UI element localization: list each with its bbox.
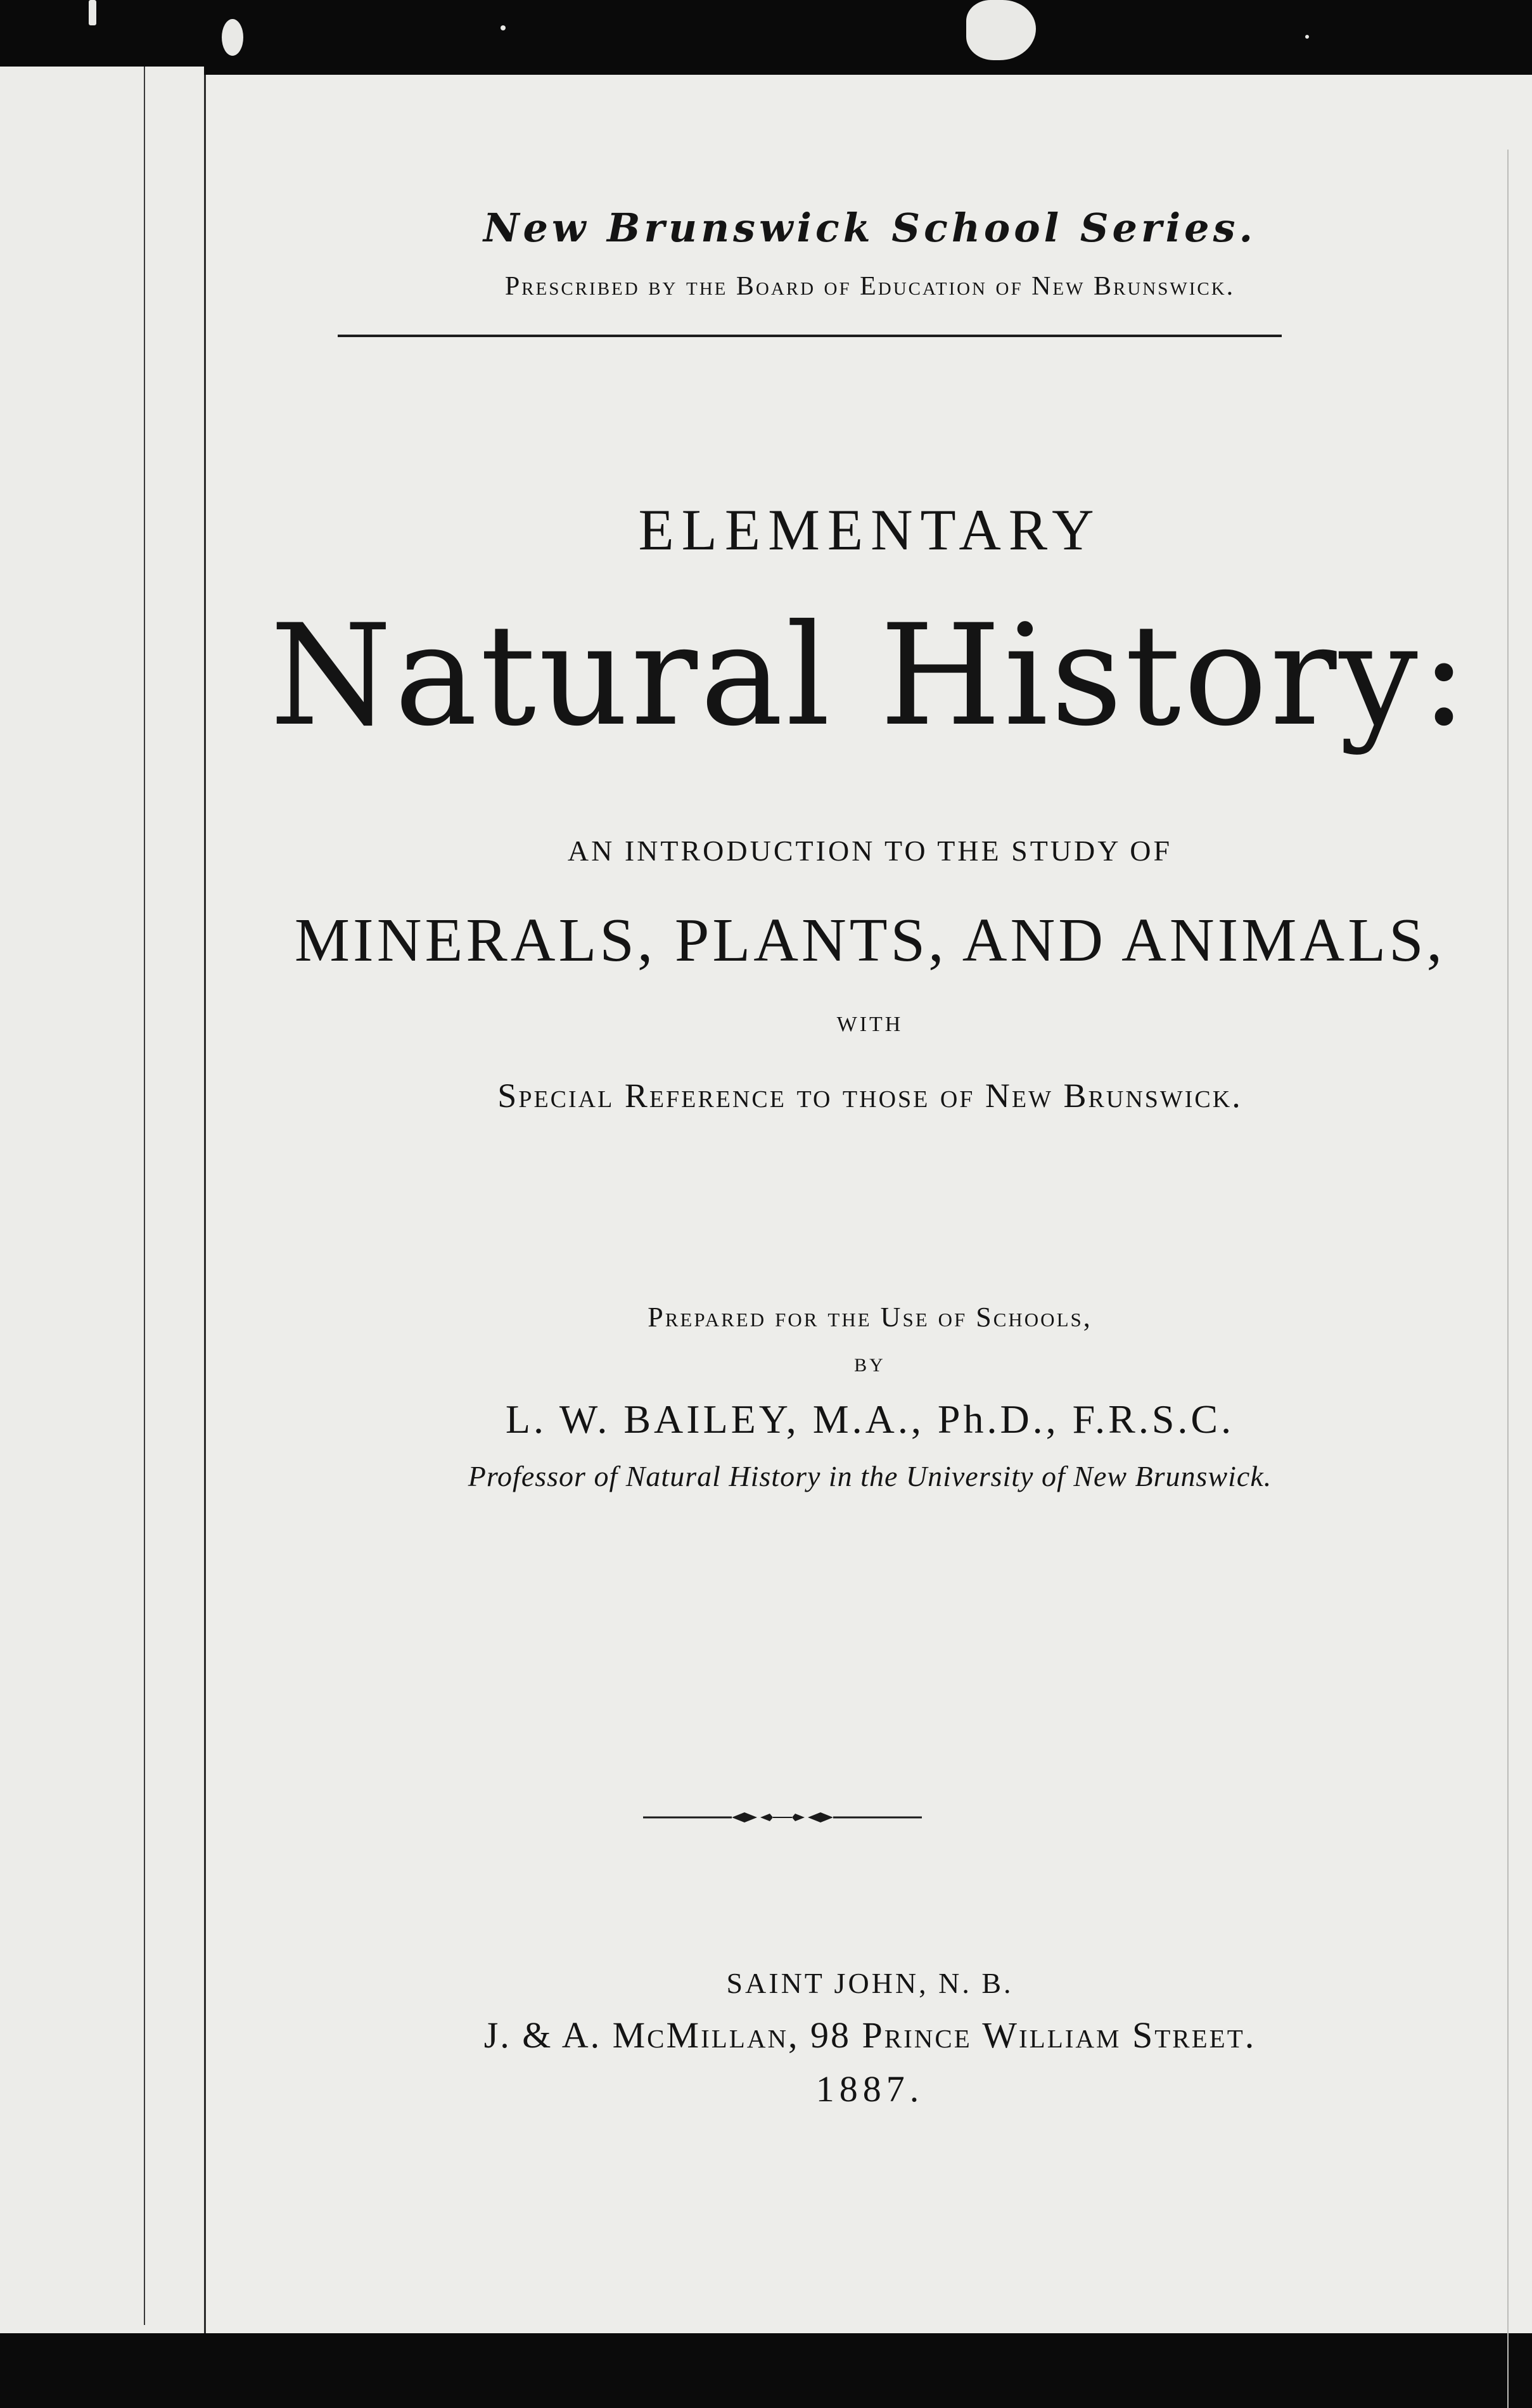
main-title: Natural History: [270, 594, 1470, 757]
imprint-place: SAINT JOHN, N. B. [726, 1967, 1014, 1999]
author-position: Professor of Natural History in the University of New Brunswick. [468, 1460, 1272, 1492]
prepared-line: Prepared for the Use of Schools, [648, 1302, 1092, 1333]
scan-fleck [222, 19, 243, 56]
special-reference-line: Special Reference to those of New Brunswick. [497, 1077, 1242, 1115]
facing-page-edge [0, 67, 204, 2333]
scan-fleck [501, 25, 506, 30]
subjects-line: MINERALS, PLANTS, AND ANIMALS, [294, 906, 1446, 975]
intro-line: AN INTRODUCTION TO THE STUDY OF [567, 835, 1173, 867]
header-rule [338, 335, 1282, 337]
author-name: L. W. BAILEY, M.A., Ph.D., F.R.S.C. [505, 1397, 1235, 1442]
title-elementary: ELEMENTARY [638, 497, 1102, 562]
by-line: BY [854, 1355, 886, 1376]
with-line: WITH [836, 1013, 903, 1036]
binding-line [144, 67, 145, 2325]
ornament-divider-icon [643, 1805, 922, 1830]
series-title: New Brunswick School Series. [483, 205, 1257, 251]
imprint-year: 1887. [815, 2068, 924, 2110]
imprint-publisher: J. & A. McMillan, 98 Prince William Street. [483, 2014, 1256, 2056]
scan-fleck [1305, 35, 1309, 39]
title-page [204, 75, 1532, 2333]
scan-fleck [89, 0, 96, 25]
prescribed-line: Prescribed by the Board of Education of New Brunswick. [504, 272, 1235, 301]
